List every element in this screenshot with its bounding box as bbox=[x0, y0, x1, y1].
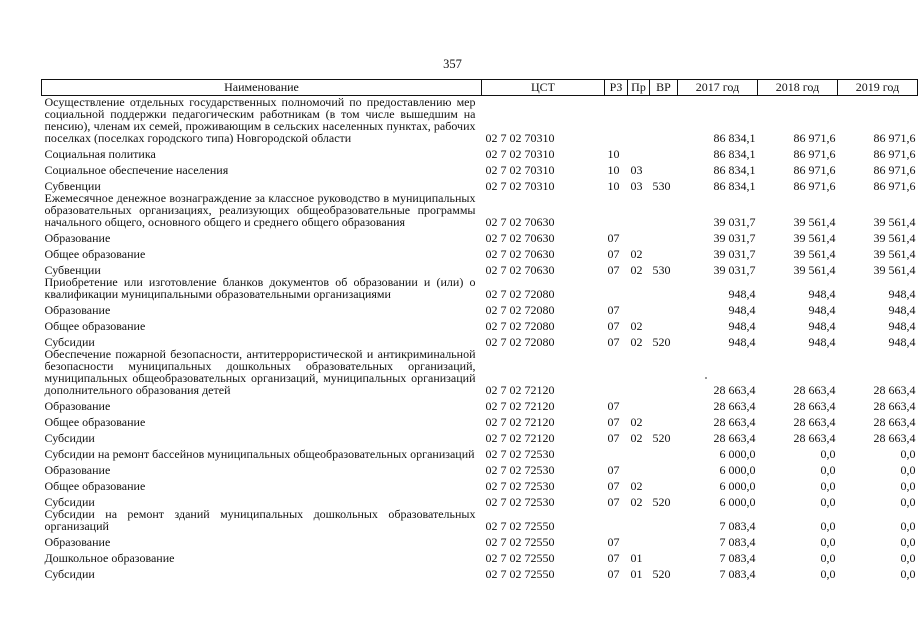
table-header bbox=[42, 80, 918, 96]
row-value-2017: 948,4 bbox=[728, 287, 756, 301]
row-pr bbox=[628, 460, 650, 476]
row-value-2017: 86 834,1 bbox=[713, 131, 756, 145]
row-pr: 02 bbox=[630, 335, 643, 349]
row-name: Субсидии bbox=[44, 567, 95, 581]
row-pr bbox=[628, 228, 650, 244]
row-value-2019: 0,0 bbox=[900, 447, 916, 461]
row-pr bbox=[628, 532, 650, 548]
row-rz bbox=[605, 96, 628, 145]
row-name: Образование bbox=[44, 303, 111, 317]
header-vr: ВР bbox=[650, 80, 678, 96]
table-row bbox=[42, 96, 918, 145]
table-row bbox=[42, 316, 918, 332]
table-row bbox=[42, 460, 918, 476]
row-value-2019: 39 561,4 bbox=[873, 263, 916, 277]
row-vr bbox=[650, 144, 678, 160]
row-vr bbox=[650, 412, 678, 428]
header-cst: ЦСТ bbox=[482, 80, 605, 96]
row-value-2019: 0,0 bbox=[900, 567, 916, 581]
header-2017: 2017 год bbox=[678, 80, 758, 96]
row-value-2018: 28 663,4 bbox=[793, 383, 836, 397]
table-row bbox=[42, 244, 918, 260]
row-name: Общее образование bbox=[44, 247, 146, 261]
row-name: Образование bbox=[44, 399, 111, 413]
row-name: Дошкольное образование bbox=[44, 551, 175, 565]
row-vr bbox=[650, 316, 678, 332]
row-value-2019: 0,0 bbox=[900, 551, 916, 565]
row-value-2018: 39 561,4 bbox=[793, 247, 836, 261]
row-value-2019: 948,4 bbox=[888, 319, 916, 333]
table-row bbox=[42, 396, 918, 412]
row-pr: 01 bbox=[630, 551, 643, 565]
row-value-2018: 86 971,6 bbox=[793, 179, 836, 193]
row-vr bbox=[650, 300, 678, 316]
row-cst: 02 7 02 72550 bbox=[485, 535, 555, 549]
row-cst: 02 7 02 72080 bbox=[485, 319, 555, 333]
header-pr: Пр bbox=[628, 80, 650, 96]
row-name: Социальная политика bbox=[44, 147, 156, 161]
row-value-2018: 0,0 bbox=[820, 567, 836, 581]
table-row bbox=[42, 428, 918, 444]
row-vr bbox=[650, 192, 678, 228]
row-rz: 07 bbox=[607, 247, 620, 261]
row-value-2018: 0,0 bbox=[820, 479, 836, 493]
row-value-2018: 28 663,4 bbox=[793, 431, 836, 445]
row-value-2017: 6 000,0 bbox=[719, 447, 756, 461]
row-value-2018: 0,0 bbox=[820, 463, 836, 477]
row-cst: 02 7 02 72530 bbox=[485, 479, 555, 493]
row-pr: 02 bbox=[630, 247, 643, 261]
row-rz: 07 bbox=[607, 479, 620, 493]
page-number: 357 bbox=[443, 57, 462, 71]
scan-dot bbox=[705, 377, 707, 379]
row-vr: 520 bbox=[652, 335, 671, 349]
row-name: Осуществление отдельных государственных полномочий по предоставлению мер социальной поддержки педагогическим работникам (в том числе вышедшим на пенсию), членам их семей, проживающим в сельских населенных пунктах, рабочих поселках (поселках городского типа) Новгородской области bbox=[44, 95, 476, 145]
row-cst: 02 7 02 70310 bbox=[485, 179, 555, 193]
row-cst: 02 7 02 72120 bbox=[485, 383, 555, 397]
row-pr bbox=[628, 396, 650, 412]
row-rz: 07 bbox=[607, 319, 620, 333]
row-vr: 520 bbox=[652, 567, 671, 581]
row-cst: 02 7 02 70630 bbox=[485, 247, 555, 261]
row-vr bbox=[650, 460, 678, 476]
row-value-2019: 39 561,4 bbox=[873, 247, 916, 261]
row-pr: 01 bbox=[630, 567, 643, 581]
row-name: Ежемесячное денежное вознаграждение за классное руководство в муниципальных образовательных организациях, реализующих общеобразовательные программы начального общего, основного общего и среднего общего образования bbox=[44, 191, 476, 229]
row-value-2017: 86 834,1 bbox=[713, 147, 756, 161]
row-value-2019: 28 663,4 bbox=[873, 415, 916, 429]
row-value-2019: 948,4 bbox=[888, 287, 916, 301]
row-name: Образование bbox=[44, 535, 111, 549]
row-rz: 10 bbox=[607, 147, 620, 161]
table-row bbox=[42, 260, 918, 276]
row-name: Общее образование bbox=[44, 415, 146, 429]
row-name: Обеспечение пожарной безопасности, антитеррористической и антикриминальной безопасности муниципальных дошкольных образовательных организаций, муниципальных общеобразовательных организаций, муниципальных организаций дополнительного образования детей bbox=[44, 347, 476, 397]
table-row bbox=[42, 276, 918, 300]
row-pr: 02 bbox=[630, 263, 643, 277]
row-rz: 07 bbox=[607, 567, 620, 581]
row-name: Общее образование bbox=[44, 319, 146, 333]
row-value-2019: 86 971,6 bbox=[873, 163, 916, 177]
row-value-2017: 86 834,1 bbox=[713, 179, 756, 193]
table-row bbox=[42, 532, 918, 548]
row-rz: 10 bbox=[607, 179, 620, 193]
row-rz: 07 bbox=[607, 551, 620, 565]
row-cst: 02 7 02 72550 bbox=[485, 551, 555, 565]
row-pr bbox=[628, 276, 650, 300]
row-value-2018: 948,4 bbox=[808, 335, 836, 349]
table-row bbox=[42, 176, 918, 192]
row-vr: 530 bbox=[652, 179, 671, 193]
row-value-2017: 7 083,4 bbox=[719, 535, 756, 549]
table-row bbox=[42, 192, 918, 228]
row-value-2019: 28 663,4 bbox=[873, 431, 916, 445]
row-value-2019: 948,4 bbox=[888, 303, 916, 317]
row-pr bbox=[628, 444, 650, 460]
row-value-2018: 948,4 bbox=[808, 319, 836, 333]
table-row bbox=[42, 508, 918, 532]
header-row bbox=[42, 80, 918, 96]
row-value-2019: 0,0 bbox=[900, 535, 916, 549]
table-row bbox=[42, 300, 918, 316]
row-value-2019: 86 971,6 bbox=[873, 147, 916, 161]
row-pr: 02 bbox=[630, 479, 643, 493]
row-cst: 02 7 02 70630 bbox=[485, 231, 555, 245]
row-value-2019: 28 663,4 bbox=[873, 383, 916, 397]
row-rz bbox=[605, 348, 628, 396]
row-vr bbox=[650, 348, 678, 396]
row-vr: 520 bbox=[652, 495, 671, 509]
row-rz bbox=[605, 444, 628, 460]
row-value-2019: 0,0 bbox=[900, 463, 916, 477]
row-value-2017: 39 031,7 bbox=[713, 215, 756, 229]
row-name: Субсидии на ремонт зданий муниципальных дошкольных образовательных организаций bbox=[44, 507, 476, 533]
table-row bbox=[42, 332, 918, 348]
row-rz: 07 bbox=[607, 399, 620, 413]
row-name: Образование bbox=[44, 463, 111, 477]
row-value-2018: 0,0 bbox=[820, 551, 836, 565]
row-rz bbox=[605, 508, 628, 532]
row-cst: 02 7 02 72550 bbox=[485, 519, 555, 533]
row-cst: 02 7 02 70630 bbox=[485, 263, 555, 277]
table-row bbox=[42, 444, 918, 460]
row-pr bbox=[628, 348, 650, 396]
row-vr bbox=[650, 532, 678, 548]
row-rz: 07 bbox=[607, 495, 620, 509]
row-pr: 02 bbox=[630, 431, 643, 445]
row-vr bbox=[650, 476, 678, 492]
row-value-2017: 7 083,4 bbox=[719, 567, 756, 581]
row-value-2017: 28 663,4 bbox=[713, 399, 756, 413]
row-pr bbox=[628, 508, 650, 532]
row-value-2018: 86 971,6 bbox=[793, 163, 836, 177]
row-cst: 02 7 02 72080 bbox=[485, 287, 555, 301]
row-value-2017: 7 083,4 bbox=[719, 551, 756, 565]
row-value-2018: 0,0 bbox=[820, 495, 836, 509]
row-value-2019: 0,0 bbox=[900, 495, 916, 509]
row-name: Субсидии bbox=[44, 431, 95, 445]
row-value-2019: 0,0 bbox=[900, 519, 916, 533]
row-rz: 07 bbox=[607, 415, 620, 429]
row-value-2018: 948,4 bbox=[808, 303, 836, 317]
row-vr bbox=[650, 276, 678, 300]
row-cst: 02 7 02 72120 bbox=[485, 415, 555, 429]
row-value-2018: 86 971,6 bbox=[793, 147, 836, 161]
row-cst: 02 7 02 72550 bbox=[485, 567, 555, 581]
row-name: Субсидии bbox=[44, 495, 95, 509]
row-pr: 03 bbox=[630, 163, 643, 177]
row-pr bbox=[628, 192, 650, 228]
row-vr bbox=[650, 228, 678, 244]
row-rz: 07 bbox=[607, 463, 620, 477]
row-vr bbox=[650, 548, 678, 564]
row-name: Социальное обеспечение населения bbox=[44, 163, 229, 177]
header-rz: РЗ bbox=[605, 80, 628, 96]
table-row bbox=[42, 548, 918, 564]
row-value-2017: 28 663,4 bbox=[713, 383, 756, 397]
row-name: Общее образование bbox=[44, 479, 146, 493]
row-vr bbox=[650, 444, 678, 460]
row-cst: 02 7 02 70310 bbox=[485, 131, 555, 145]
row-value-2017: 948,4 bbox=[728, 303, 756, 317]
row-value-2019: 86 971,6 bbox=[873, 179, 916, 193]
row-value-2018: 28 663,4 bbox=[793, 399, 836, 413]
budget-table bbox=[41, 79, 918, 580]
row-rz: 07 bbox=[607, 231, 620, 245]
row-value-2017: 86 834,1 bbox=[713, 163, 756, 177]
row-vr: 520 bbox=[652, 431, 671, 445]
table-row bbox=[42, 476, 918, 492]
table-row bbox=[42, 348, 918, 396]
header-2019: 2019 год bbox=[838, 80, 918, 96]
row-value-2017: 39 031,7 bbox=[713, 231, 756, 245]
table-row bbox=[42, 412, 918, 428]
row-value-2018: 28 663,4 bbox=[793, 415, 836, 429]
table-row bbox=[42, 492, 918, 508]
row-name: Субсидии на ремонт бассейнов муниципальных общеобразовательных организаций bbox=[44, 447, 475, 461]
row-pr bbox=[628, 96, 650, 145]
row-value-2018: 0,0 bbox=[820, 447, 836, 461]
row-name: Субвенции bbox=[44, 179, 101, 193]
row-vr bbox=[650, 396, 678, 412]
row-value-2019: 28 663,4 bbox=[873, 399, 916, 413]
row-value-2018: 948,4 bbox=[808, 287, 836, 301]
row-cst: 02 7 02 70310 bbox=[485, 147, 555, 161]
row-value-2017: 28 663,4 bbox=[713, 431, 756, 445]
row-pr bbox=[628, 300, 650, 316]
row-rz: 07 bbox=[607, 431, 620, 445]
row-pr: 02 bbox=[630, 495, 643, 509]
row-vr bbox=[650, 508, 678, 532]
table-row bbox=[42, 144, 918, 160]
row-value-2017: 28 663,4 bbox=[713, 415, 756, 429]
row-value-2017: 6 000,0 bbox=[719, 463, 756, 477]
row-rz: 07 bbox=[607, 535, 620, 549]
table-row bbox=[42, 564, 918, 580]
row-value-2018: 0,0 bbox=[820, 535, 836, 549]
row-rz bbox=[605, 276, 628, 300]
row-name: Приобретение или изготовление бланков документов об образовании и (или) о квалификации муниципальными образовательными организациями bbox=[44, 275, 476, 301]
row-value-2017: 948,4 bbox=[728, 335, 756, 349]
row-value-2017: 6 000,0 bbox=[719, 495, 756, 509]
row-name: Субсидии bbox=[44, 335, 95, 349]
row-pr: 02 bbox=[630, 415, 643, 429]
row-cst: 02 7 02 72080 bbox=[485, 335, 555, 349]
row-value-2019: 948,4 bbox=[888, 335, 916, 349]
row-name: Субвенции bbox=[44, 263, 101, 277]
row-cst: 02 7 02 72120 bbox=[485, 431, 555, 445]
row-value-2017: 948,4 bbox=[728, 319, 756, 333]
row-vr bbox=[650, 244, 678, 260]
row-vr: 530 bbox=[652, 263, 671, 277]
row-rz: 07 bbox=[607, 335, 620, 349]
row-rz: 07 bbox=[607, 303, 620, 317]
row-pr: 03 bbox=[630, 179, 643, 193]
row-rz: 10 bbox=[607, 163, 620, 177]
row-value-2019: 0,0 bbox=[900, 479, 916, 493]
row-value-2017: 39 031,7 bbox=[713, 263, 756, 277]
row-rz bbox=[605, 192, 628, 228]
row-vr bbox=[650, 96, 678, 145]
row-name: Образование bbox=[44, 231, 111, 245]
row-value-2017: 6 000,0 bbox=[719, 479, 756, 493]
row-cst: 02 7 02 72120 bbox=[485, 399, 555, 413]
row-value-2017: 39 031,7 bbox=[713, 247, 756, 261]
row-value-2018: 86 971,6 bbox=[793, 131, 836, 145]
row-vr bbox=[650, 160, 678, 176]
row-value-2018: 39 561,4 bbox=[793, 215, 836, 229]
table-row bbox=[42, 160, 918, 176]
row-cst: 02 7 02 70310 bbox=[485, 163, 555, 177]
row-value-2018: 39 561,4 bbox=[793, 231, 836, 245]
table-body bbox=[42, 96, 918, 581]
row-pr: 02 bbox=[630, 319, 643, 333]
row-cst: 02 7 02 72530 bbox=[485, 447, 555, 461]
header-2018: 2018 год bbox=[758, 80, 838, 96]
row-value-2018: 0,0 bbox=[820, 519, 836, 533]
row-cst: 02 7 02 72530 bbox=[485, 495, 555, 509]
row-value-2019: 86 971,6 bbox=[873, 131, 916, 145]
row-cst: 02 7 02 72530 bbox=[485, 463, 555, 477]
row-cst: 02 7 02 72080 bbox=[485, 303, 555, 317]
row-cst: 02 7 02 70630 bbox=[485, 215, 555, 229]
row-rz: 07 bbox=[607, 263, 620, 277]
row-pr bbox=[628, 144, 650, 160]
row-value-2017: 7 083,4 bbox=[719, 519, 756, 533]
table-row bbox=[42, 228, 918, 244]
row-value-2019: 39 561,4 bbox=[873, 215, 916, 229]
header-name: Наименование bbox=[42, 80, 482, 96]
row-value-2019: 39 561,4 bbox=[873, 231, 916, 245]
row-value-2018: 39 561,4 bbox=[793, 263, 836, 277]
